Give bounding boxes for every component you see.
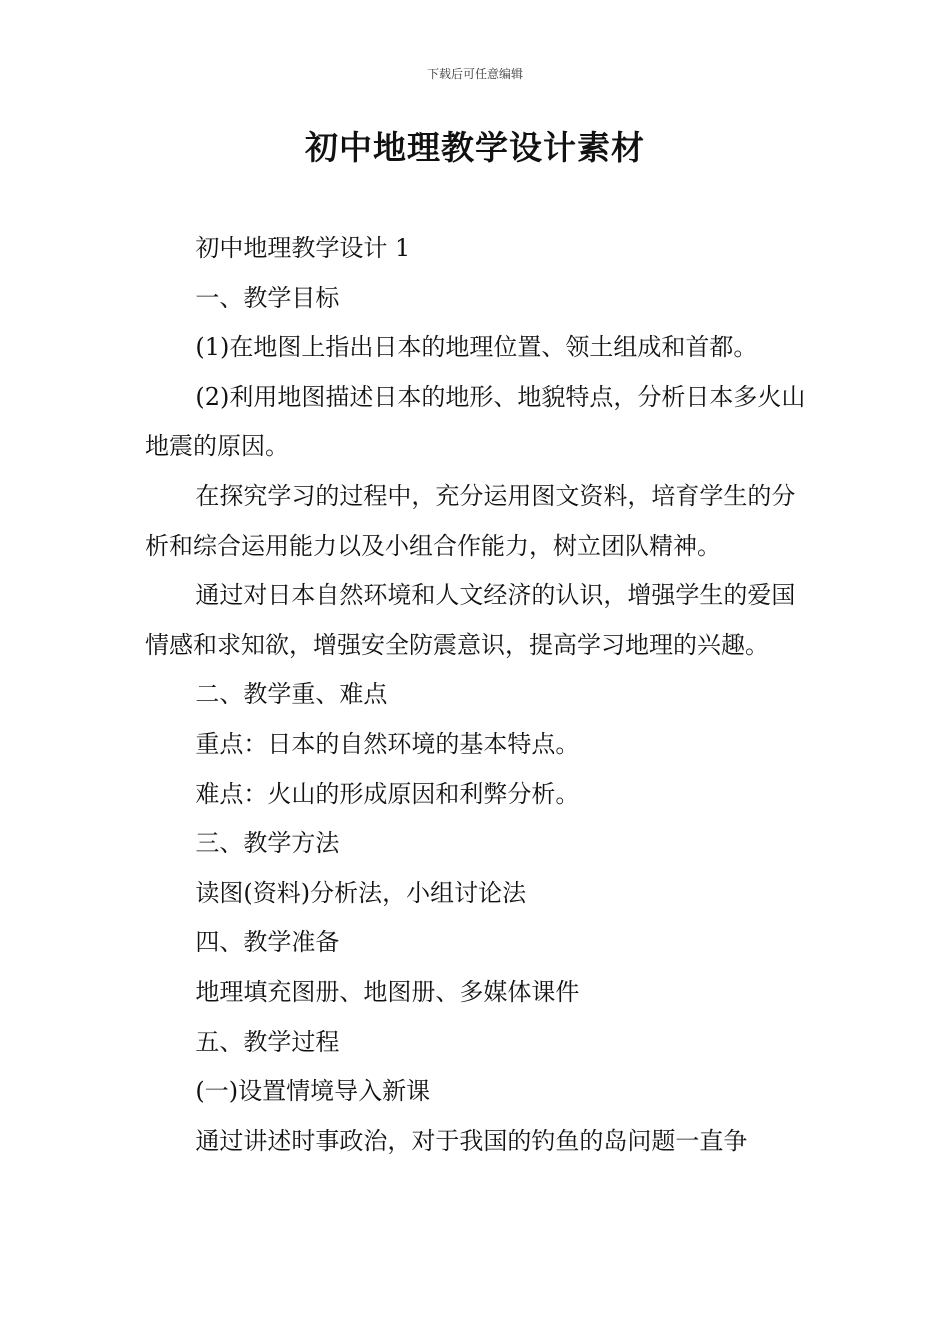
page-header-note: 下载后可任意编辑 [426,67,523,81]
body-paragraph: (1)在地图上指出日本的地理位置、领土组成和首都。 [195,333,758,362]
body-paragraph: (2)利用地图描述日本的地形、地貌特点，分析日本多火山地震的原因。 [145,382,806,461]
document-body [145,224,807,1166]
section-heading: 五、教学过程 [195,1027,340,1056]
section-heading: 四、教学准备 [195,928,340,957]
subsection-heading: (一)设置情境导入新课 [195,1077,431,1106]
body-paragraph: 重点：日本的自然环境的基本特点。 [195,729,580,758]
document-title: 初中地理教学设计素材 [305,128,645,167]
section-heading: 三、教学方法 [195,829,340,858]
section-heading: 初中地理教学设计 1 [195,234,411,262]
section-heading: 二、教学重、难点 [195,680,388,709]
body-paragraph: 读图(资料)分析法，小组讨论法 [195,878,527,907]
body-paragraph: 在探究学习的过程中，充分运用图文资料，培育学生的分析和综合运用能力以及小组合作能力，树立团队精神。 [145,481,796,560]
body-paragraph: 通过讲述时事政治，对于我国的钓鱼的岛问题一直争 [195,1126,748,1155]
body-paragraph: 难点：火山的形成原因和利弊分析。 [195,779,580,808]
section-heading: 一、教学目标 [195,283,340,312]
body-paragraph: 通过对日本自然环境和人文经济的认识，增强学生的爱国情感和求知欲，增强安全防震意识，提高学习地理的兴趣。 [145,581,796,659]
body-paragraph: 地理填充图册、地图册、多媒体课件 [195,977,580,1006]
